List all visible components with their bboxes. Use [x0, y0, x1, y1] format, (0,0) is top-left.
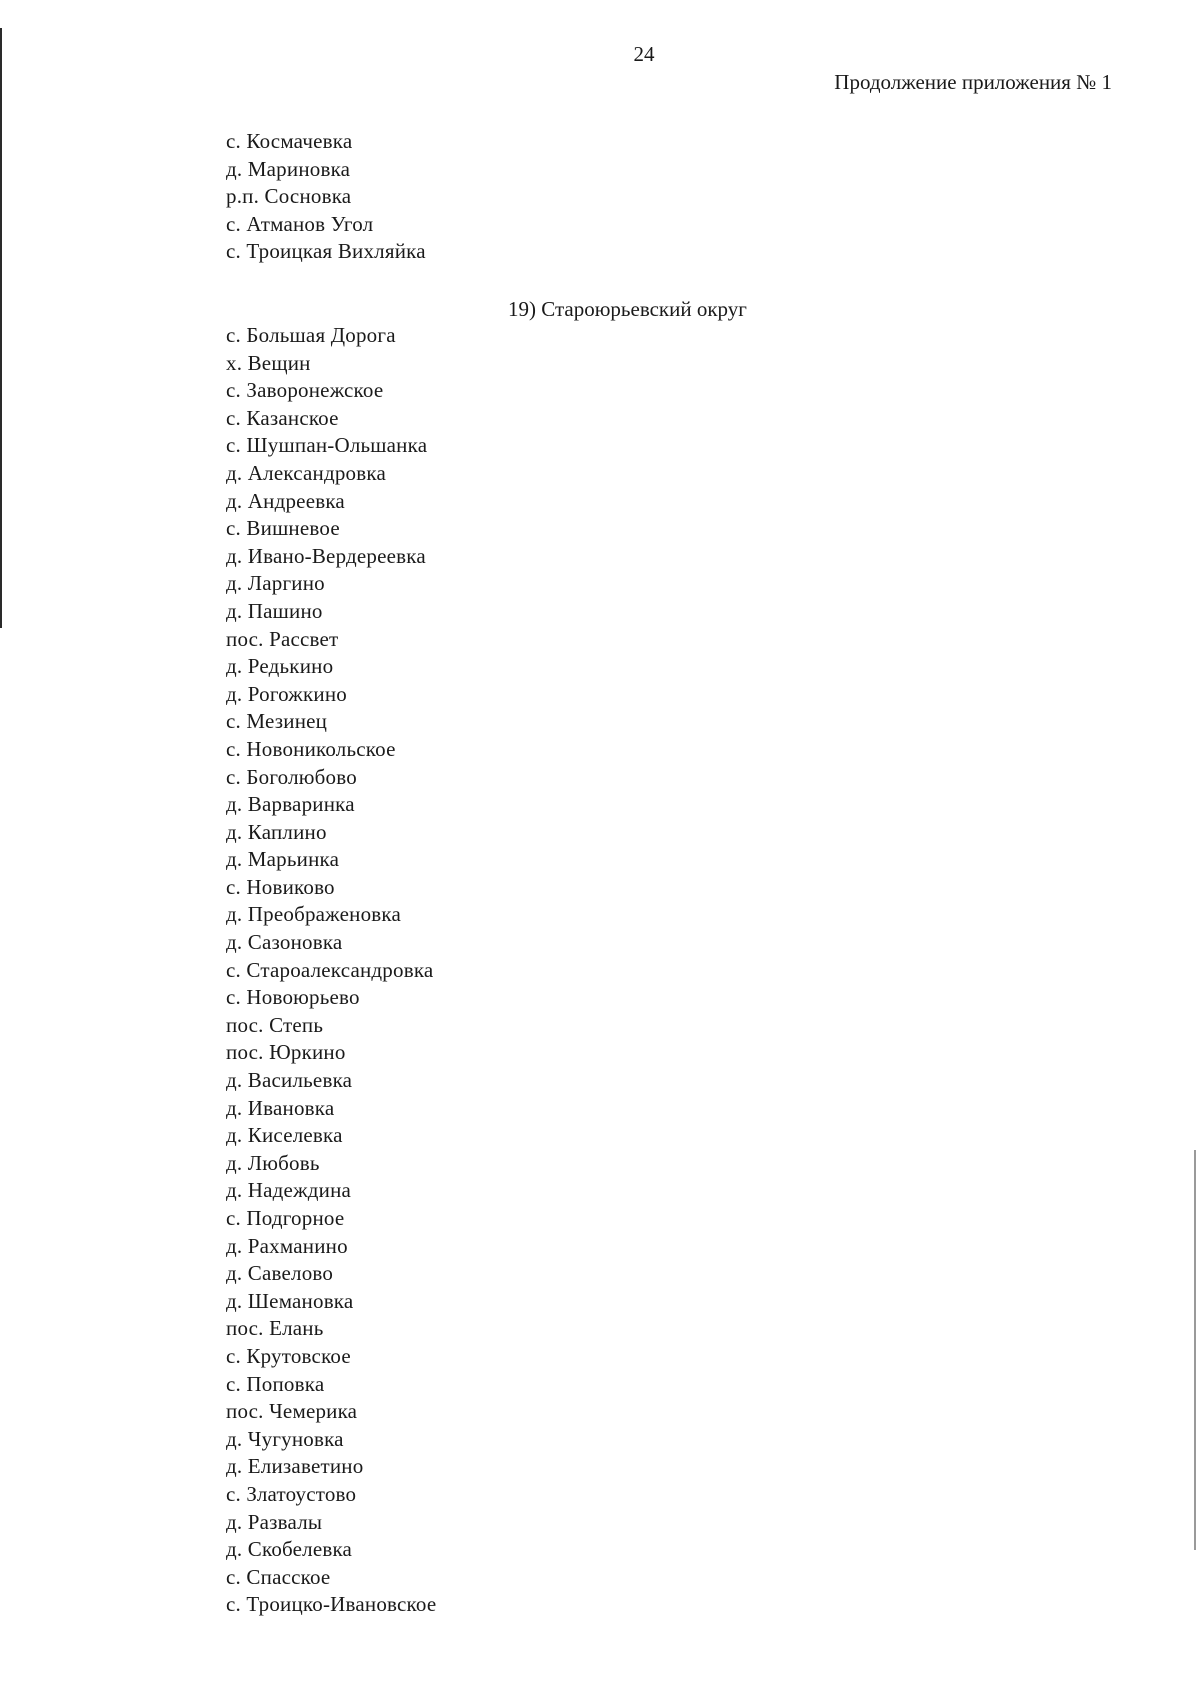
settlement-item: с. Казанское [226, 405, 339, 430]
settlement-item: с. Атманов Угол [226, 211, 374, 236]
settlement-item: с. Поповка [226, 1371, 325, 1396]
settlement-item: д. Любовь [226, 1150, 320, 1175]
settlement-item: пос. Рассвет [226, 626, 339, 651]
settlement-item: д. Развалы [226, 1509, 323, 1534]
settlement-item: д. Ивановка [226, 1095, 335, 1120]
settlement-list-top [226, 128, 426, 266]
settlement-item: с. Шушпан-Ольшанка [226, 433, 428, 458]
settlement-item: д. Ларгино [226, 571, 325, 596]
settlement-item: д. Елизаветино [226, 1454, 364, 1479]
settlement-item: с. Новоюрьево [226, 985, 360, 1010]
settlement-item: с. Большая Дорога [226, 323, 396, 347]
settlement-item: д. Сазоновка [226, 930, 343, 955]
settlement-item: д. Мариновка [226, 156, 351, 181]
settlement-item: с. Заворонежское [226, 378, 384, 403]
settlement-item: д. Преображеновка [226, 902, 401, 927]
settlement-item: д. Александровка [226, 460, 386, 485]
appendix-continuation: Продолжение приложения № 1 [834, 70, 1112, 94]
settlement-item: с. Боголюбово [226, 764, 357, 789]
settlement-item: д. Редькино [226, 654, 334, 679]
settlement-list [226, 322, 436, 1619]
settlement-item: с. Златоустово [226, 1481, 357, 1506]
settlement-item: д. Васильевка [226, 1068, 353, 1093]
settlement-item: д. Андреевка [226, 488, 345, 513]
settlement-item: д. Чугуновка [226, 1426, 344, 1451]
settlement-item: с. Подгорное [226, 1206, 345, 1230]
scan-edge-left [0, 28, 2, 628]
settlement-item: с. Мезинец [226, 709, 328, 734]
settlement-item: д. Варваринка [226, 792, 355, 817]
section-title: 19) Староюрьевский округ [508, 297, 747, 321]
settlement-item: д. Надеждина [226, 1178, 352, 1203]
settlement-item: пос. Чемерика [226, 1399, 358, 1424]
settlement-item: пос. Степь [226, 1012, 324, 1037]
settlement-item: д. Каплино [226, 819, 327, 844]
settlement-item: р.п. Сосновка [226, 184, 352, 209]
settlement-item: с. Староалександровка [226, 957, 434, 982]
settlement-item: д. Пашино [226, 598, 323, 623]
settlement-item: пос. Юркино [226, 1040, 346, 1065]
page-number: 24 [633, 42, 655, 66]
settlement-item: с. Новиково [226, 874, 335, 899]
settlement-item: д. Савелово [226, 1261, 334, 1286]
settlement-item: д. Рогожкино [226, 681, 347, 706]
settlement-item: х. Вещин [226, 350, 311, 375]
settlement-item: с. Троицко-Ивановское [226, 1592, 437, 1617]
settlement-item: д. Скобелевка [226, 1537, 353, 1562]
settlement-item: с. Космачевка [226, 129, 353, 153]
settlement-item: с. Крутовское [226, 1343, 351, 1368]
settlement-item: д. Киселевка [226, 1123, 343, 1148]
settlement-item: с. Спасское [226, 1564, 331, 1589]
settlement-item: д. Ивано-Вердереевка [226, 543, 426, 568]
settlement-item: с. Вишневое [226, 516, 340, 541]
settlement-item: пос. Елань [226, 1316, 324, 1341]
settlement-item: д. Марьинка [226, 847, 340, 872]
settlement-item: д. Шемановка [226, 1288, 354, 1313]
settlement-item: д. Рахманино [226, 1233, 348, 1258]
settlement-item: с. Троицкая Вихляйка [226, 239, 426, 264]
scan-edge-right [1194, 1150, 1196, 1550]
settlement-item: с. Новоникольское [226, 736, 396, 761]
